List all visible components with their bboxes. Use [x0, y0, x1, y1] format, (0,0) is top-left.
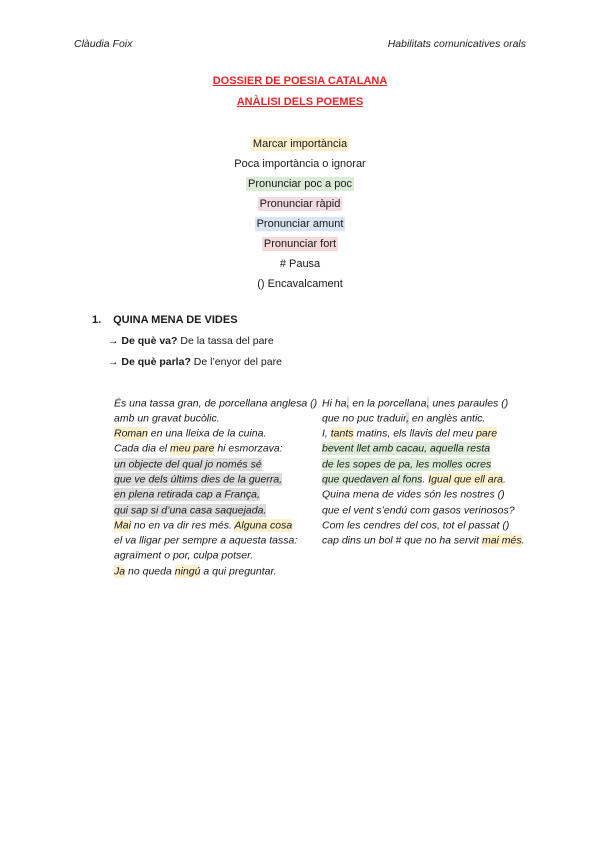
highlight-legend [0, 134, 600, 294]
poem-highlight: Mai [114, 519, 131, 532]
poem-text: . [521, 534, 525, 547]
poem-text: unes paraules () [429, 397, 509, 409]
poem-highlight: Alguna cosa [234, 519, 293, 532]
poem-line [114, 396, 317, 411]
poem-line [114, 518, 317, 533]
poem-line [322, 411, 525, 426]
legend-item [0, 234, 600, 254]
poem-highlight: en plena retirada cap a França, [114, 488, 260, 501]
poem-highlight: Igual que ell ara [428, 473, 503, 486]
poem-line [114, 442, 317, 457]
poem-line [114, 488, 317, 503]
poem-text: I, [322, 427, 331, 440]
poem-highlight: un objecte del qual jo només sé [114, 458, 262, 471]
legend-item-label: Pronunciar ràpid [259, 198, 341, 210]
poem-text: Cada dia el [114, 442, 171, 455]
header-author: Clàudia Foix [74, 38, 133, 50]
poem-highlight: de les sopes de pa, les molles ocres [322, 458, 492, 471]
poem-text: Com les cendres del cos, tot el passat () [322, 519, 510, 532]
legend-item [0, 194, 600, 214]
poem-highlight: Ja [114, 565, 126, 578]
poem-highlight: , [426, 397, 430, 409]
poem-line [322, 427, 525, 442]
legend-item [0, 154, 600, 174]
section-number: 1. [92, 314, 102, 326]
poem-column-right [322, 396, 525, 549]
question-answer: De la tassa del pare [180, 335, 274, 347]
poem-column-left [114, 396, 317, 580]
poem-text: Hi ha [322, 397, 347, 409]
poem-text: no queda [125, 565, 175, 578]
poem-highlight: que quedaven al fons [322, 473, 423, 486]
poem-line [322, 442, 525, 457]
poem-text: a qui preguntar. [200, 565, 277, 578]
poem-text: que no puc traduir [322, 412, 407, 425]
poem-line [114, 472, 317, 487]
poem-text: en la porcellana [349, 397, 427, 409]
poem-line [114, 564, 317, 579]
poem-line [114, 457, 317, 472]
poem-line [114, 549, 317, 564]
question-label: De què parla? [121, 356, 191, 368]
poem-text: el va lligar per sempre a aquesta tassa: [114, 534, 298, 547]
poem-line [322, 457, 525, 472]
question-answer: De l’enyor del pare [193, 356, 282, 368]
poem-text: matins, els llavis del meu [353, 427, 477, 440]
poem-text: cap dins un bol # que no ha servit [322, 534, 482, 547]
question-what-about [108, 335, 274, 347]
poem-highlight: qui sap si d’una casa saquejada. [114, 504, 267, 517]
poem-line [322, 396, 525, 411]
poem-highlight: ningú [174, 565, 201, 578]
poem-line [322, 534, 525, 549]
legend-item-label: () Encavalcament [257, 278, 343, 290]
poem-line [322, 488, 525, 503]
section-heading [92, 314, 238, 326]
legend-item-label: # Pausa [279, 258, 321, 270]
poem-highlight: Roman [114, 427, 148, 440]
header-course: Habilitats comunicatives orals [387, 38, 526, 50]
poem-text: . [422, 473, 429, 486]
legend-item-label: Pronunciar fort [263, 238, 337, 250]
poem-highlight: bevent llet amb cacau, aquella resta [322, 442, 491, 455]
section-title: QUINA MENA DE VIDES [113, 314, 238, 326]
legend-item [0, 274, 600, 294]
poem-highlight: pare [476, 427, 498, 440]
poem-text: amb un gravat bucòlic. [114, 412, 220, 425]
question-what-speaks [108, 356, 282, 368]
legend-item [0, 214, 600, 234]
legend-item [0, 134, 600, 154]
poem-text: que el vent s’endú com gasos verinosos? [322, 504, 515, 517]
question-label: De què va? [121, 335, 178, 347]
poem-highlight: mai més [481, 534, 522, 547]
legend-item-label: Pronunciar amunt [256, 218, 344, 230]
poem-highlight: , [346, 397, 350, 409]
poem-line [322, 518, 525, 533]
poem-text: . [503, 473, 506, 486]
poem-line [114, 534, 317, 549]
poem-text: És una tassa gran, de porcellana anglesa () [114, 397, 318, 409]
poem-text: en una lleixa de la cuina. [147, 427, 267, 440]
poem-line [114, 427, 317, 442]
poem-text: Quina mena de vides són les nostres () [322, 488, 505, 501]
poem-highlight: meu pare [170, 442, 215, 455]
poem-highlight: tants [330, 427, 354, 440]
arrow-right-icon: → [108, 335, 119, 347]
legend-item-label: Marcar importància [252, 138, 348, 150]
poem-line [322, 472, 525, 487]
poem-text: no en va dir res més. [130, 519, 235, 532]
document-subtitle: ANÀLISI DELS POEMES [236, 96, 364, 108]
arrow-right-icon: → [108, 356, 119, 368]
legend-item [0, 174, 600, 194]
legend-item-label: Pronunciar poc a poc [248, 178, 352, 190]
poem-text: en anglès antic. [408, 412, 486, 425]
poem-text: hi esmorzava: [214, 442, 283, 455]
poem-line [322, 503, 525, 518]
poem-line [114, 411, 317, 426]
poem-text: agraïment o por, culpa potser. [114, 549, 254, 562]
legend-item [0, 254, 600, 274]
legend-item-label: Poca importància o ignorar [234, 158, 366, 170]
poem-highlight: que ve dels últims dies de la guerra, [114, 473, 283, 486]
document-title: DOSSIER DE POESIA CATALANA [212, 75, 388, 87]
poem-line [114, 503, 317, 518]
poem-highlight: , [406, 412, 409, 425]
